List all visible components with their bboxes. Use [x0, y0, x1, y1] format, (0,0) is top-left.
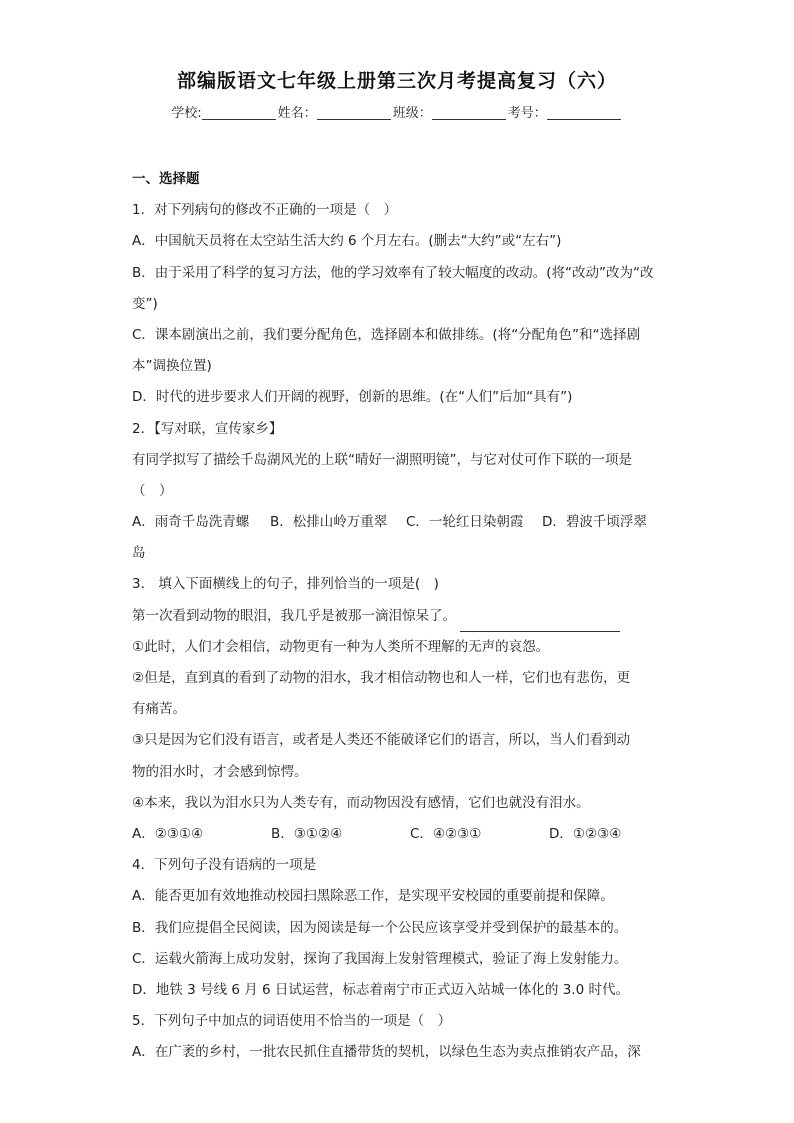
q2-paren: （ ） [132, 482, 173, 499]
q5-option-a: A．在广袤的乡村，一批农民抓住直播带货的契机，以绿色生态为卖点推销农产品，深 [132, 1044, 641, 1061]
q5-stem: 5．下列句子中加点的词语使用不恰当的一项是（ ） [132, 1013, 452, 1030]
class-blank[interactable] [432, 105, 506, 120]
q3-sentence-3-cont: 物的泪水时，才会感到惊愕。 [132, 763, 308, 780]
q4-option-a: A．能否更加有效地推动校园扫黑除恶工作，是实现平安校园的重要前提和保障。 [132, 888, 614, 905]
q1-option-b: B．由于采用了科学的复习方法，他的学习效率有了较大幅度的改动。(将“改动”改为“改 [132, 264, 654, 281]
q2-option-c: C．一轮红日染朝霞 [406, 514, 524, 531]
q2-text: 有同学拟写了描绘千岛湖风光的上联“晴好一湖照明镜”，与它对仗可作下联的一项是 [132, 451, 632, 468]
q3-lead-text: 第一次看到动物的眼泪，我几乎是被那一滴泪惊呆了。 [132, 607, 456, 624]
q3-stem: 3． 填入下面横线上的句子，排列恰当的一项是( ) [132, 576, 439, 593]
q2-option-d-cont: 岛 [132, 545, 146, 562]
school-field [171, 102, 277, 121]
class-label: 班级： [392, 106, 432, 121]
school-blank[interactable] [202, 105, 276, 120]
q1-option-b-cont: 变”) [132, 295, 158, 312]
name-field [278, 102, 393, 121]
q2-option-a: A．雨奇千岛洗青螺 [132, 514, 250, 531]
q4-option-d: D．地铁 3 号线 6 月 6 日试运营，标志着南宁市正式迈入站城一体化的 3.0 时代。 [132, 981, 629, 998]
exam-no-label: 考号： [507, 106, 547, 121]
page-title: 部编版语文七年级上册第三次月考提高复习（六） [176, 70, 617, 92]
q3-option-c: C．④②③① [410, 825, 482, 842]
q3-option-d: D．①②③④ [549, 825, 622, 842]
q1-option-d: D．时代的进步要求人们开阔的视野，创新的思维。(在“人们”后加“具有”) [132, 389, 573, 406]
name-blank[interactable] [317, 105, 391, 120]
q3-sentence-4: ④本来，我以为泪水只为人类专有，而动物因没有感情，它们也就没有泪水。 [132, 794, 590, 811]
school-label: 学校: [171, 106, 202, 121]
q4-stem: 4．下列句子没有语病的一项是 [132, 857, 317, 874]
questions [132, 164, 662, 1068]
section-title: 一、选择题 [132, 171, 200, 187]
q3-sentence-2: ②但是，直到真的看到了动物的泪水，我才相信动物也和人一样，它们也有悲伤，更 [132, 670, 631, 686]
q2-option-d: D．碧波千顷浮翠 [542, 514, 647, 531]
q1-option-c-cont: 本”调换位置) [132, 358, 212, 375]
q1-option-a: A．中国航天员将在太空站生活大约 6 个月左右。(删去“大约”或“左右”) [132, 233, 562, 250]
q2-option-b: B．松排山岭万重翠 [270, 514, 388, 531]
q2-options [132, 507, 662, 538]
q3-answer-blank[interactable] [460, 615, 620, 632]
q1-stem: 1．对下列病句的修改不正确的一项是（ ） [132, 202, 398, 219]
q2-stem: 2．【写对联，宣传家乡】 [132, 420, 283, 437]
name-label: 姓名： [277, 106, 317, 121]
student-info-row [0, 102, 794, 121]
exam-no-blank[interactable] [547, 105, 621, 120]
q3-sentence-3: ③只是因为它们没有语言，或者是人类还不能破译它们的语言，所以，当人们看到动 [132, 732, 631, 749]
q3-sentence-1: ①此时，人们才会相信，动物更有一种为人类所不理解的无声的哀怨。 [132, 638, 550, 655]
q3-lead [132, 601, 662, 632]
q3-options [132, 819, 662, 850]
q3-option-b: B．③①②④ [271, 825, 343, 842]
q1-option-c: C．课本剧演出之前，我们要分配角色，选择剧本和做排练。(将“分配角色”和“选择剧 [132, 326, 641, 343]
q3-option-a: A．②③①④ [132, 825, 204, 842]
q4-option-b: B．我们应提倡全民阅读，因为阅读是每一个公民应该享受并受到保护的最基本的。 [132, 919, 628, 936]
class-field [393, 102, 508, 121]
q4-option-c: C．运载火箭海上成功发射，探询了我国海上发射管理模式，验证了海上发射能力。 [132, 950, 628, 967]
exam-no-field [508, 102, 623, 121]
q3-sentence-2-cont: 有痛苦。 [132, 701, 186, 718]
